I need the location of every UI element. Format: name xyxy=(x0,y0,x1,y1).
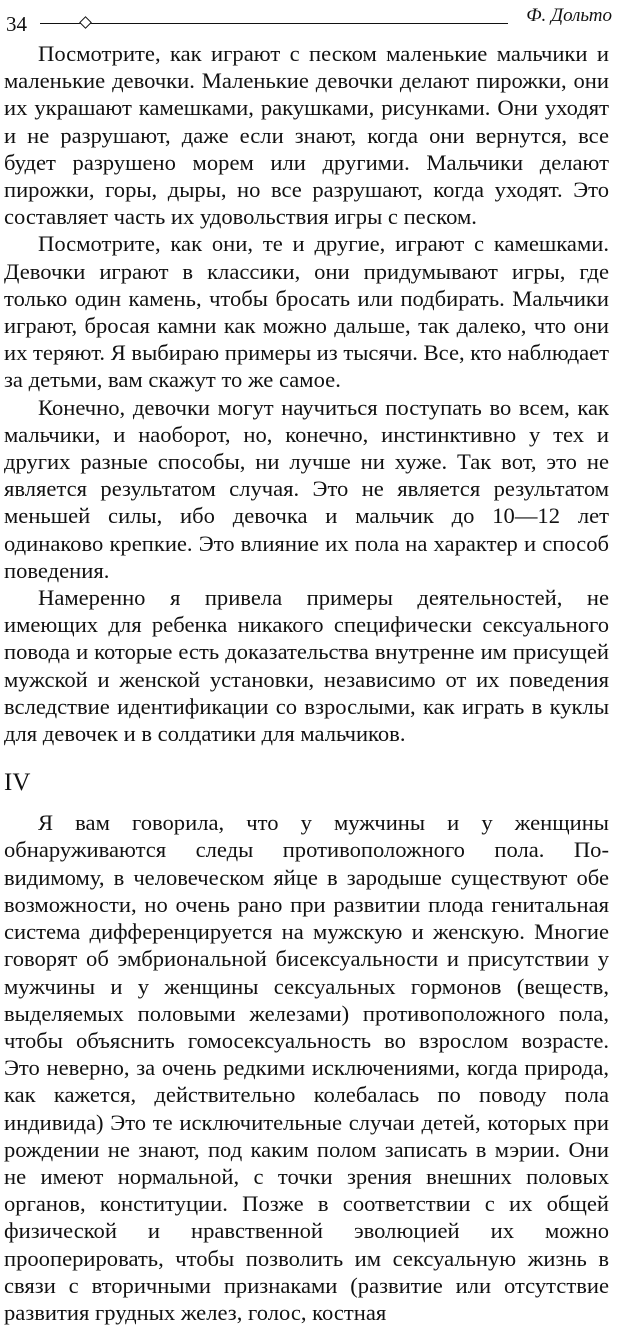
section-heading: IV xyxy=(4,769,31,797)
paragraph-sand-play: Посмотрите, как играют с песком маленькие мальчики и маленькие девочки. Маленькие девочки делают пирожки, они их украшают камешками, ракушками, рисунками. Они уходят и не разрушают, даже если знают, когда они вернутся, все будет разрушено морем или другими. Мальчики делают пирожки, горы, дыры, но все разрушают, когда уходят. Это составляет часть их удовольствия игры с песком. xyxy=(4,41,609,230)
running-title: Ф. Дольто xyxy=(526,5,612,26)
page-number: 34 xyxy=(6,12,27,36)
header-diamond-ornament xyxy=(79,16,92,29)
page-header xyxy=(4,4,614,38)
paragraph-bisexuality: Я вам говорила, что у мужчины и у женщины обнаруживаются следы противоположного пола. По-видимому, в человеческом яйце в зародыше существуют обе возможности, но очень рано при развитии плода генитальная система дифференцируется на мужскую и женскую. Многие говорят об эмбриональной бисексуальности и присутствии у мужчины и у женщины сексуальных гормонов (веществ, выделяемых половыми железами) противоположного пола, чтобы объяснить гомосексуальность во взрослом возрасте. Это неверно, за очень редкими исключениями, когда природа, как кажется, действительно колебалась по поводу пола индивида) Это те исключительные случаи детей, которых при рождении не знают, под каким полом записать в мэрии. Они не имеют нормальной, с точки зрения внешних половых органов, конституции. Позже в соответствии с их общей физической и нравственной эволюцией их можно прооперировать, чтобы позволить им сексуальную жизнь в связи с вторичными признаками (развитие или отсутствие развития грудных желез, голос, костная xyxy=(4,810,609,1325)
page-body xyxy=(4,40,609,1326)
header-rule xyxy=(40,23,508,24)
paragraph-instinctive-ways: Конечно, девочки могут научиться поступать во всем, как мальчики, и наоборот, но, конечно, инстинктивно у тех и других разные способы, ни лучше ни хуже. Так вот, это не является результатом случая. Это не является результатом меньшей силы, ибо девочка и мальчик до 10—12 лет одинаково крепкие. Это влияние их пола на характер и способ поведения. xyxy=(4,394,609,583)
paragraph-examples: Намеренно я привела примеры деятельностей, не имеющих для ребенка никакого специфически сексуального повода и которые есть доказательства внутренне им присущей мужской и женской установки, независимо от их поведения вследствие идентификации со взрослыми, как играть в куклы для девочек и в солдатики для мальчиков. xyxy=(4,585,609,747)
paragraph-pebble-play: Посмотрите, как они, те и другие, играют с камешками. Девочки играют в классики, они придумывают игры, где только один камень, чтобы бросать или подбирать. Мальчики играют, бросая камни как можно дальше, так далеко, что они их теряют. Я выбираю примеры из тысячи. Все, кто наблюдает за детьми, вам скажут то же самое. xyxy=(4,231,609,393)
